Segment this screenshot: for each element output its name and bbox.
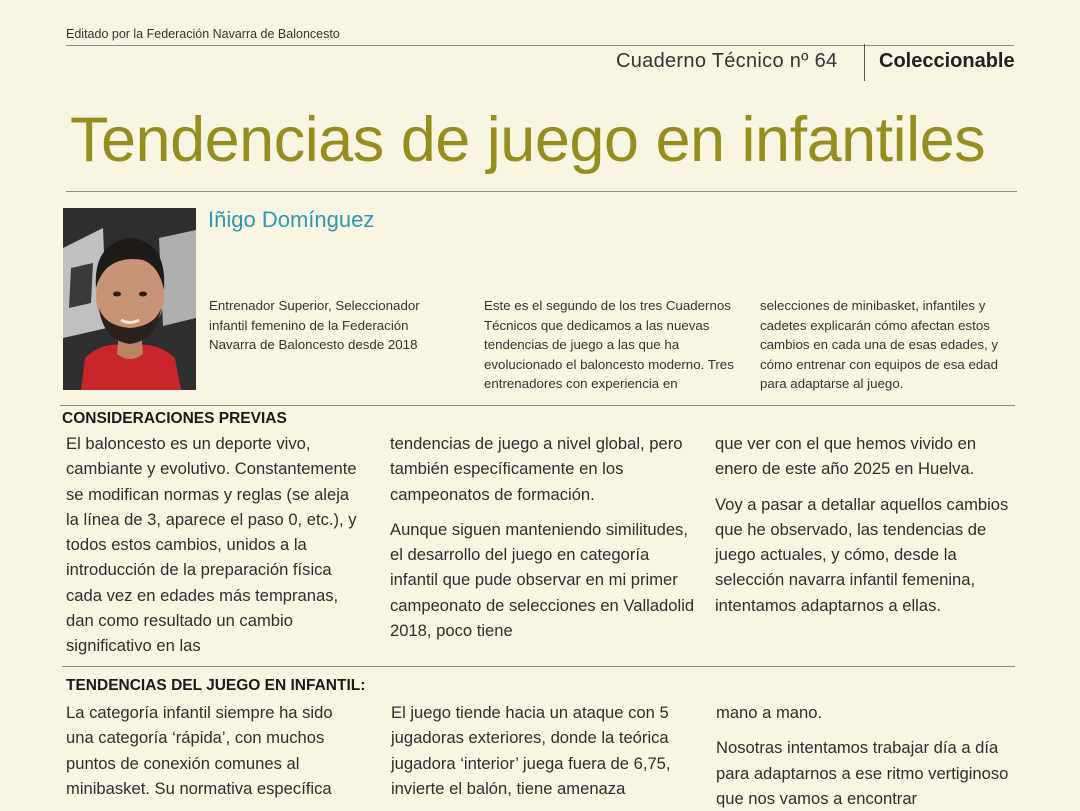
intro-column-2: selecciones de minibasket, infantiles y cadetes explicarán cómo afectan estos cambios en cada una de esas edades, y cómo entrenar con equipos de esa edad para adaptarse al juego.	[760, 298, 999, 392]
intro-column-1: Este es el segundo de los tres Cuadernos Técnicos que dedicamos a las nuevas tendencias de juego a las que ha evolucionado el baloncesto moderno. Tres entrenadores con experiencia en	[484, 298, 734, 392]
paragraph: Nosotras intentamos trabajar día a día para adaptarnos a ese ritmo vertiginoso que nos vamos a encontrar	[716, 738, 1009, 808]
article-title: Tendencias de juego en infantiles	[70, 105, 986, 175]
intro-rule	[60, 405, 1015, 406]
section1-column-1	[66, 431, 361, 659]
paragraph: que ver con el que hemos vivido en enero de este año 2025 en Huelva.	[715, 434, 977, 479]
issue-number: Cuaderno Técnico nº 64	[616, 50, 838, 72]
section1-column-3	[715, 431, 1019, 618]
paragraph: El juego tiende hacia un ataque con 5 jugadoras exteriores, donde la teórica jugadora ‘interior’ juega fuera de 6,75, invierte el balón, tiene amenaza	[391, 703, 671, 798]
header-divider	[864, 44, 865, 81]
author-portrait-image	[63, 208, 196, 390]
paragraph: El baloncesto es un deporte vivo, cambiante y evolutivo. Constantemente se modifican normas y reglas (se aleja la línea de 3, aparece el paso 0, etc.), y todos estos cambios, unidos a la introducción de la preparación física cada vez en edades más tempranas, dan como resultado un cambio significativo en las	[66, 434, 357, 656]
paragraph: Aunque siguen manteniendo similitudes, el desarrollo del juego en categoría infantil que pude observar en mi primer campeonato de selecciones en Valladolid 2018, poco tiene	[390, 519, 695, 641]
section2-column-3	[716, 700, 1014, 811]
section-rule	[62, 666, 1015, 667]
author-name: Iñigo Domínguez	[208, 207, 375, 232]
header-rule	[66, 45, 1014, 46]
section2-column-2	[391, 700, 697, 801]
author-bio: Entrenador Superior, Seleccionador infantil femenino de la Federación Navarra de Baloncesto desde 2018	[209, 298, 420, 353]
title-rule	[66, 191, 1017, 192]
section1-column-2	[390, 431, 696, 643]
section-heading-tendencies: TENDENCIAS DEL JUEGO EN INFANTIL:	[66, 677, 366, 694]
paragraph: Voy a pasar a detallar aquellos cambios que he observado, las tendencias de juego actuales, y cómo, desde la selección navarra infantil femenina, intentamos adaptarnos a ellas.	[715, 494, 1009, 615]
section-heading-considerations: CONSIDERACIONES PREVIAS	[62, 410, 287, 427]
paragraph: mano a mano.	[716, 703, 823, 722]
paragraph: La categoría infantil siempre ha sido una categoría ‘rápida’, con muchos puntos de conexión comunes al minibasket. Su normativa específica	[66, 703, 333, 798]
publisher-note: Editado por la Federación Navarra de Baloncesto	[66, 27, 340, 41]
author-photo	[63, 208, 196, 390]
paragraph: tendencias de juego a nivel global, pero también específicamente en los campeonatos de formación.	[390, 434, 683, 504]
section2-column-1	[66, 700, 364, 801]
collectible-tag: Coleccionable	[879, 50, 1015, 72]
